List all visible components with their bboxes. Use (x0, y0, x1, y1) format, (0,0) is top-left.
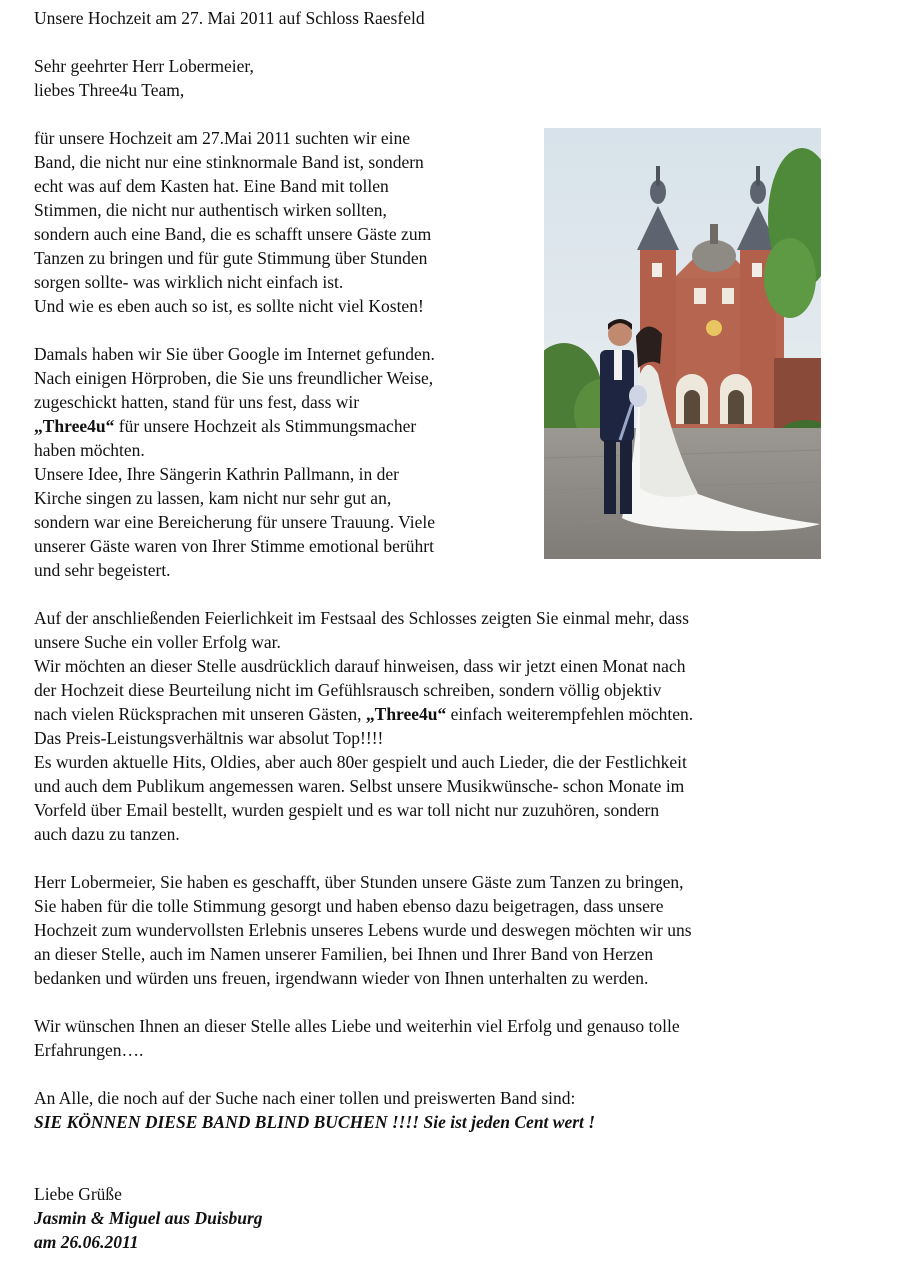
paragraph-text: einfach weiterempfehlen möchten. (446, 704, 694, 724)
signature-date: am 26.06.2011 (34, 1232, 139, 1252)
wedding-photo-castle-icon (544, 128, 821, 559)
paragraph-line: Und wie es eben auch so ist, es sollte nicht viel Kosten! (34, 296, 424, 316)
paragraph-line (34, 702, 834, 726)
closing (34, 1182, 834, 1254)
band-name: „Three4u“ (34, 416, 115, 436)
paragraph-line: Vorfeld über Email bestellt, wurden gespielt und es war toll nicht nur zuzuhören, sondern (34, 800, 660, 820)
paragraph-line: An Alle, die noch auf der Suche nach einer tollen und preiswerten Band sind: (34, 1088, 576, 1108)
recommendation-highlight: SIE KÖNNEN DIESE BAND BLIND BUCHEN !!!! Sie ist jeden Cent wert ! (34, 1112, 596, 1132)
paragraph-line: an dieser Stelle, auch im Namen unserer Familien, bei Ihnen und Ihrer Band von Herzen (34, 944, 654, 964)
closing-greeting: Liebe Grüße (34, 1184, 122, 1204)
celebration-paragraph (34, 606, 834, 846)
band-name: „Three4u“ (365, 704, 447, 724)
paragraph-line: sorgen sollte- was wirklich nicht einfach ist. (34, 272, 344, 292)
paragraph-line: Band, die nicht nur eine stinknormale Band ist, sondern (34, 152, 424, 172)
wishes-paragraph (34, 1014, 834, 1062)
paragraph-line: Erfahrungen…. (34, 1040, 144, 1060)
paragraph-line: unsere Suche ein voller Erfolg war. (34, 632, 281, 652)
paragraph-line: und auch dem Publikum angemessen waren. Selbst unsere Musikwünsche- schon Monate im (34, 776, 685, 796)
wedding-photo (544, 128, 821, 559)
paragraph-line: haben möchten. (34, 440, 145, 460)
salutation-line: liebes Three4u Team, (34, 80, 185, 100)
paragraph-line: und sehr begeistert. (34, 560, 171, 580)
paragraph-line: Es wurden aktuelle Hits, Oldies, aber auch 80er gespielt und auch Lieder, die der Festlichkeit (34, 752, 687, 772)
paragraph-line: Nach einigen Hörproben, die Sie uns freundlicher Weise, (34, 368, 434, 388)
signature-names: Jasmin & Miguel aus Duisburg (34, 1208, 263, 1228)
paragraph-text: nach vielen Rücksprachen mit unseren Gästen, (34, 704, 366, 724)
paragraph-text: für unsere Hochzeit als Stimmungsmacher (114, 416, 417, 436)
paragraph-line: sondern war eine Bereicherung für unsere Trauung. Viele (34, 512, 436, 532)
paragraph-line: Unsere Idee, Ihre Sängerin Kathrin Pallmann, in der (34, 464, 399, 484)
paragraph-line: Damals haben wir Sie über Google im Internet gefunden. (34, 344, 435, 364)
paragraph-line: Herr Lobermeier, Sie haben es geschafft, über Stunden unsere Gäste zum Tanzen zu bringen, (34, 872, 684, 892)
paragraph-line: echt was auf dem Kasten hat. Eine Band mit tollen (34, 176, 389, 196)
paragraph-line: der Hochzeit diese Beurteilung nicht im Gefühlsrausch schreiben, sondern völlig objektiv (34, 680, 662, 700)
letter-heading: Unsere Hochzeit am 27. Mai 2011 auf Schloss Raesfeld (34, 8, 425, 28)
paragraph-line: unserer Gäste waren von Ihrer Stimme emotional berührt (34, 536, 434, 556)
paragraph-line: auch dazu zu tanzen. (34, 824, 180, 844)
paragraph-line: Wir möchten an dieser Stelle ausdrücklich darauf hinweisen, dass wir jetzt einen Monat nach (34, 656, 686, 676)
paragraph-line: zugeschickt hatten, stand für uns fest, dass wir (34, 392, 360, 412)
salutation-line: Sehr geehrter Herr Lobermeier, (34, 56, 254, 76)
paragraph-line: Kirche singen zu lassen, kam nicht nur sehr gut an, (34, 488, 392, 508)
paragraph-line: Auf der anschließenden Feierlichkeit im Festsaal des Schlosses zeigten Sie einmal mehr, dass (34, 608, 689, 628)
paragraph-line: bedanken und würden uns freuen, irgendwann wieder von Ihnen unterhalten zu werden. (34, 968, 649, 988)
paragraph-line: Hochzeit zum wundervollsten Erlebnis unseres Lebens wurde und deswegen möchten wir uns (34, 920, 692, 940)
thanks-paragraph (34, 870, 834, 990)
paragraph-line: für unsere Hochzeit am 27.Mai 2011 suchten wir eine (34, 128, 410, 148)
paragraph-line: Wir wünschen Ihnen an dieser Stelle alles Liebe und weiterhin viel Erfolg und genauso tolle (34, 1016, 680, 1036)
paragraph-line: Tanzen zu bringen und für gute Stimmung über Stunden (34, 248, 428, 268)
paragraph-line: sondern auch eine Band, die es schafft unsere Gäste zum (34, 224, 432, 244)
paragraph-line: Das Preis-Leistungsverhältnis war absolut Top!!!! (34, 728, 384, 748)
recommendation-paragraph (34, 1086, 834, 1134)
paragraph-line: Sie haben für die tolle Stimmung gesorgt und haben ebenso dazu beigetragen, dass unsere (34, 896, 664, 916)
paragraph-line: Stimmen, die nicht nur authentisch wirken sollten, (34, 200, 387, 220)
